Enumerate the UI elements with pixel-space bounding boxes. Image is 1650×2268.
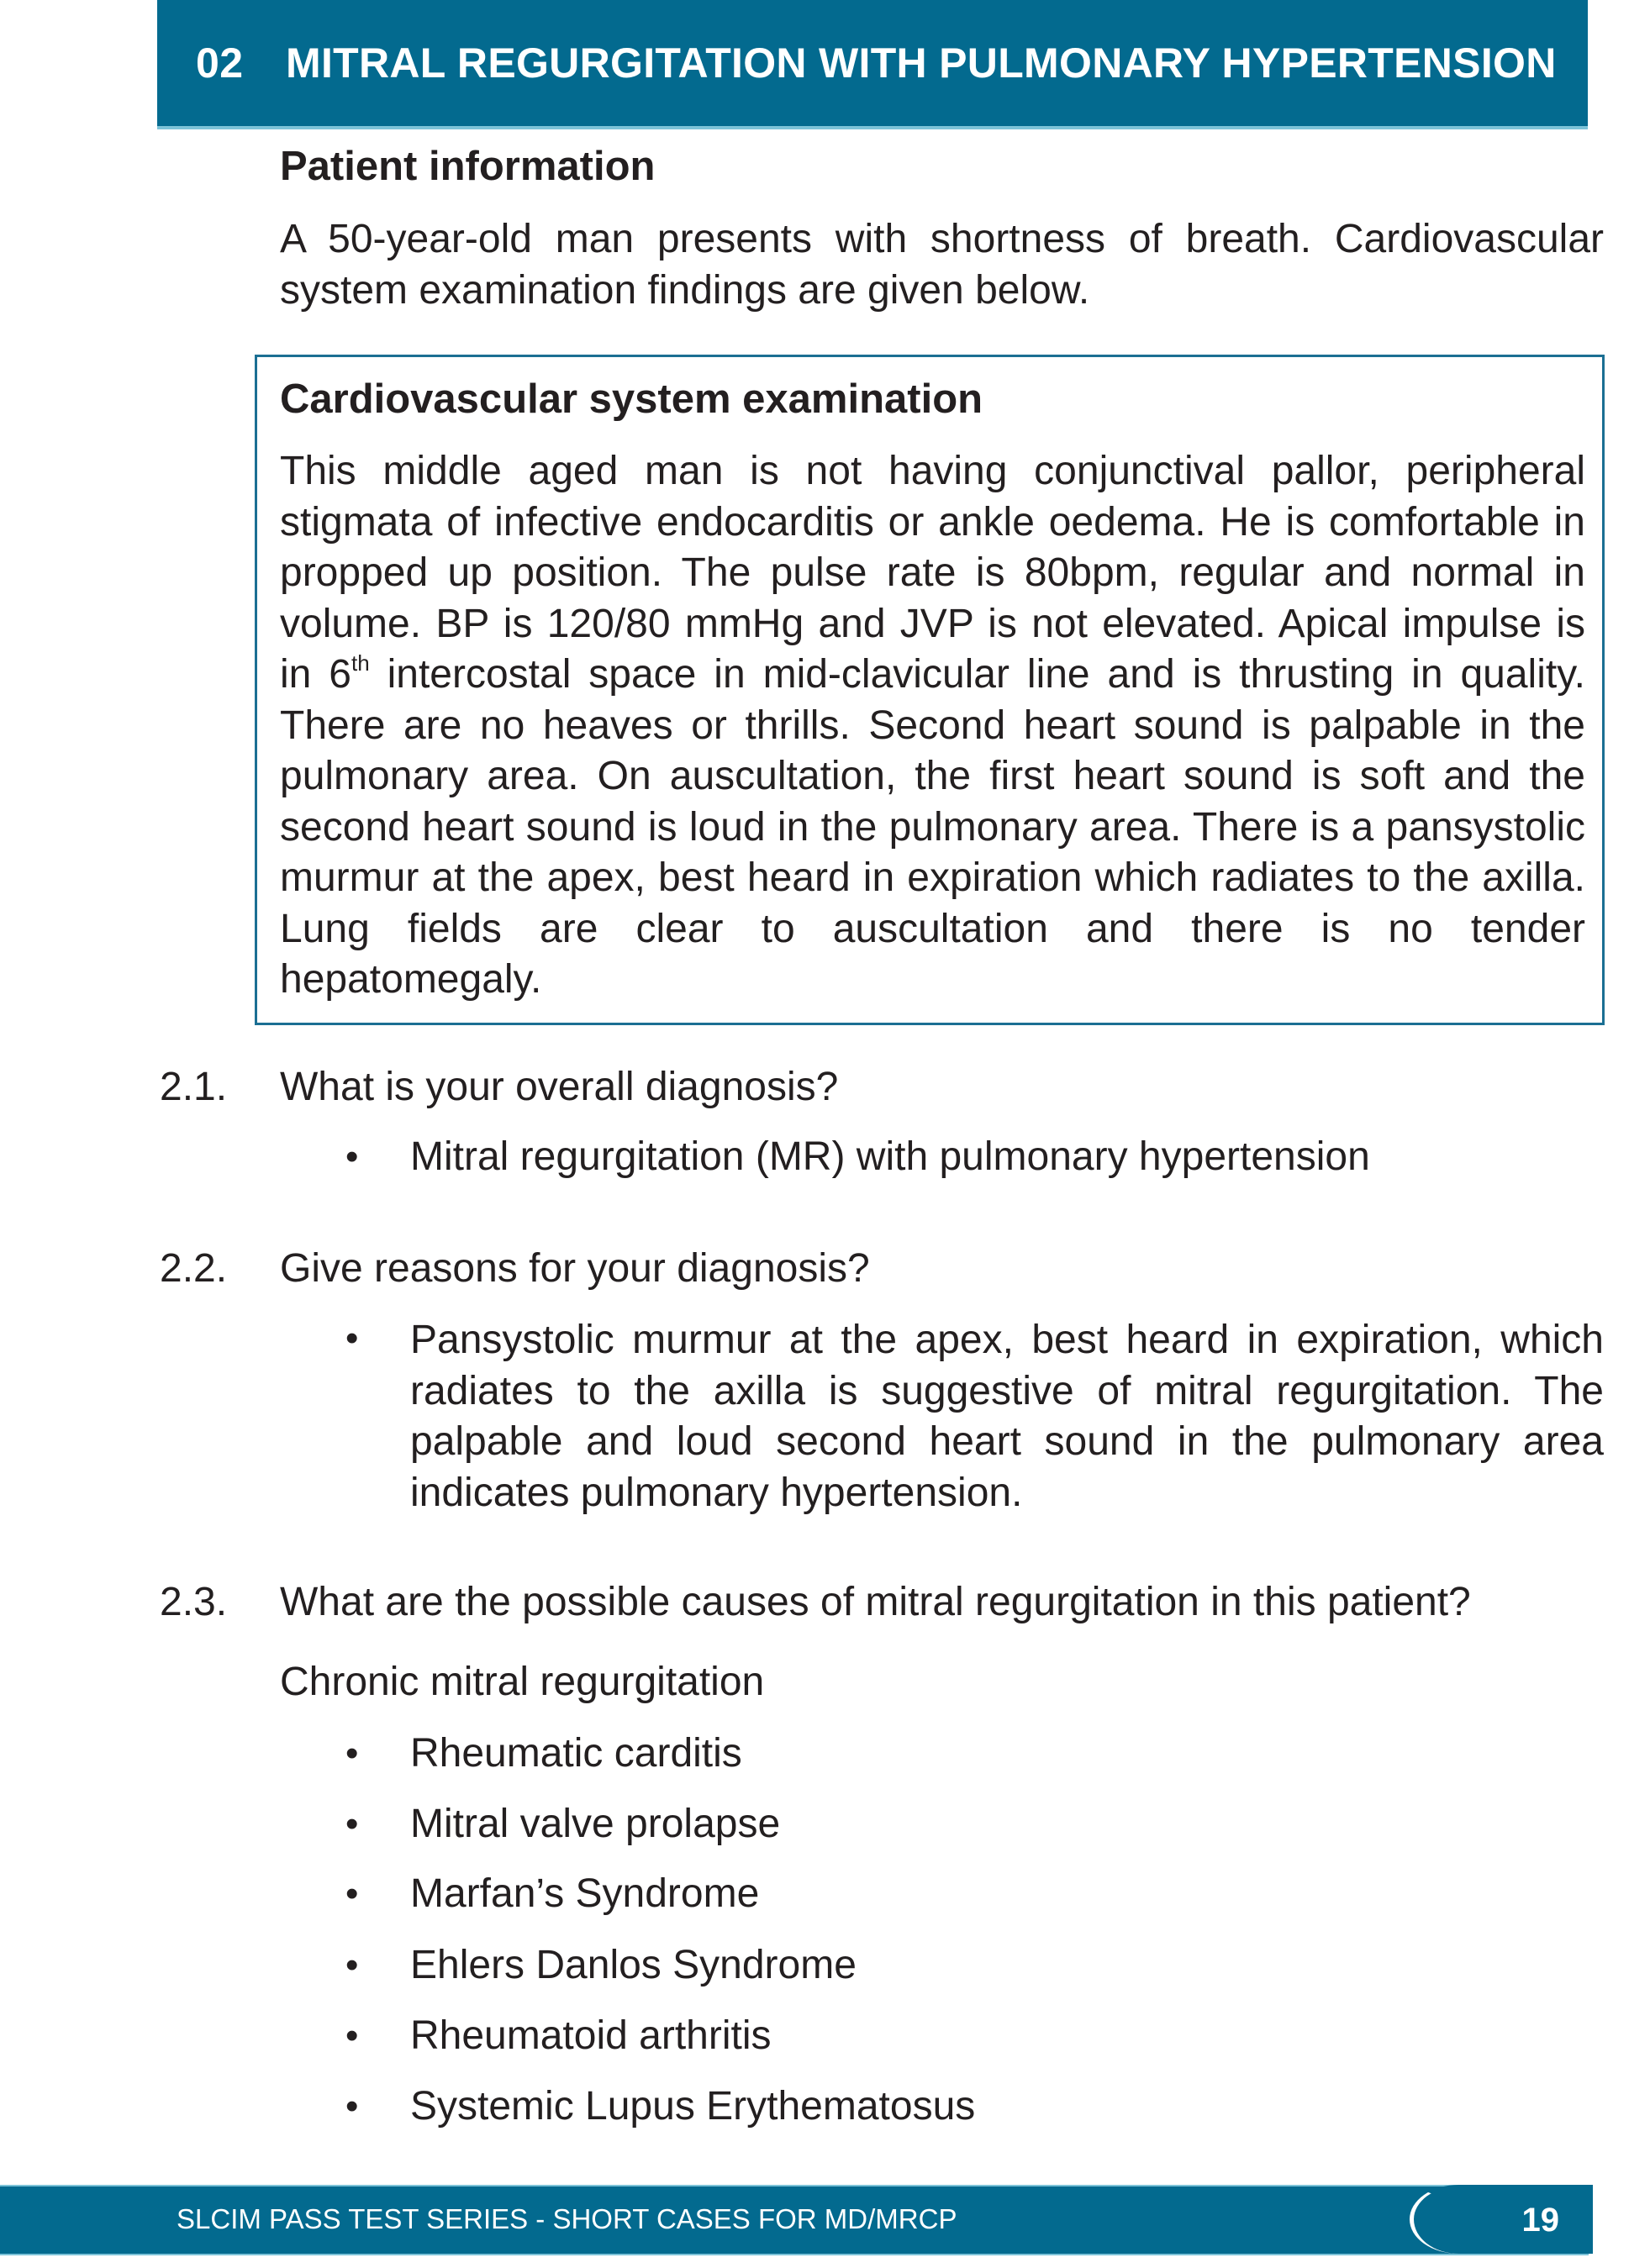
examination-text <box>280 446 1585 1006</box>
question-number: 2.1. <box>160 1065 228 1109</box>
examination-text-part-2: intercostal space in mid-clavicular line and is thrusting in quality. There are no heaves or thrills. Second heart sound is palpable in the pulmonary area. On auscultation, the first heart sound is soft and the second heart sound is loud in the pulmonary area. There is a pansystolic murmur at the apex, best heard in expiration which radiates to the axilla. Lung fields are clear to auscultation and there is no tender hepatomegaly. <box>280 652 1585 1002</box>
footer-series-title: SLCIM PASS TEST SERIES - SHORT CASES FOR MD/MRCP <box>177 2203 957 2234</box>
chapter-title: MITRAL REGURGITATION WITH PULMONARY HYPERTENSION <box>286 39 1557 87</box>
page-number-tab <box>1410 2185 1593 2254</box>
answer-bullet: Mitral regurgitation (MR) with pulmonary hypertension <box>410 1134 1370 1179</box>
cause-list-item: Systemic Lupus Erythematosus <box>410 2084 976 2129</box>
bullet-icon: • <box>345 1944 359 1986</box>
examination-heading: Cardiovascular system examination <box>280 376 983 422</box>
ordinal-superscript: th <box>351 650 370 676</box>
chapter-number: 02 <box>196 39 244 87</box>
cause-list-item: Rheumatic carditis <box>410 1731 742 1776</box>
bullet-icon: • <box>345 1136 359 1177</box>
answer-bullet: Pansystolic murmur at the apex, best heard in expiration, which radiates to the axilla is suggestive of mitral regurgitation. The palpable and loud second heart sound in the pulmonary area indicates pulmonary hypertension. <box>410 1318 1604 1515</box>
bullet-icon: • <box>345 1873 359 1914</box>
question-number: 2.3. <box>160 1580 228 1624</box>
cause-list-item: Mitral valve prolapse <box>410 1802 781 1846</box>
bullet-icon: • <box>345 1803 359 1844</box>
question-number: 2.2. <box>160 1246 228 1291</box>
question-text: Give reasons for your diagnosis? <box>280 1246 870 1291</box>
bullet-icon: • <box>345 1733 359 1774</box>
patient-information-text: A 50-year-old man presents with shortness of breath. Cardiovascular system examination findings are given below. <box>280 217 1604 313</box>
chapter-header <box>157 0 1588 129</box>
examination-text-part-1: This middle aged man is not having conjunctival pallor, peripheral stigmata of infective endocarditis or ankle oedema. He is comfortable in propped up position. The pulse rate is 80bpm, regular and normal in volume. BP is 120/80 mmHg and JVP is not elevated. Apical impulse is in 6 <box>280 449 1585 697</box>
cause-list-item: Rheumatoid arthritis <box>410 2013 772 2058</box>
cause-category-subheading: Chronic mitral regurgitation <box>280 1660 765 1704</box>
bullet-icon: • <box>345 2086 359 2127</box>
page-footer <box>0 2185 1589 2255</box>
cause-list-item: Ehlers Danlos Syndrome <box>410 1943 857 1987</box>
patient-information-heading: Patient information <box>280 144 656 189</box>
question-text: What are the possible causes of mitral regurgitation in this patient? <box>280 1580 1471 1624</box>
page-number: 19 <box>1521 2202 1559 2239</box>
bullet-icon: • <box>345 1318 359 1359</box>
bullet-icon: • <box>345 2015 359 2056</box>
question-text: What is your overall diagnosis? <box>280 1065 839 1109</box>
cause-list-item: Marfan’s Syndrome <box>410 1871 760 1916</box>
examination-box <box>255 355 1605 1025</box>
